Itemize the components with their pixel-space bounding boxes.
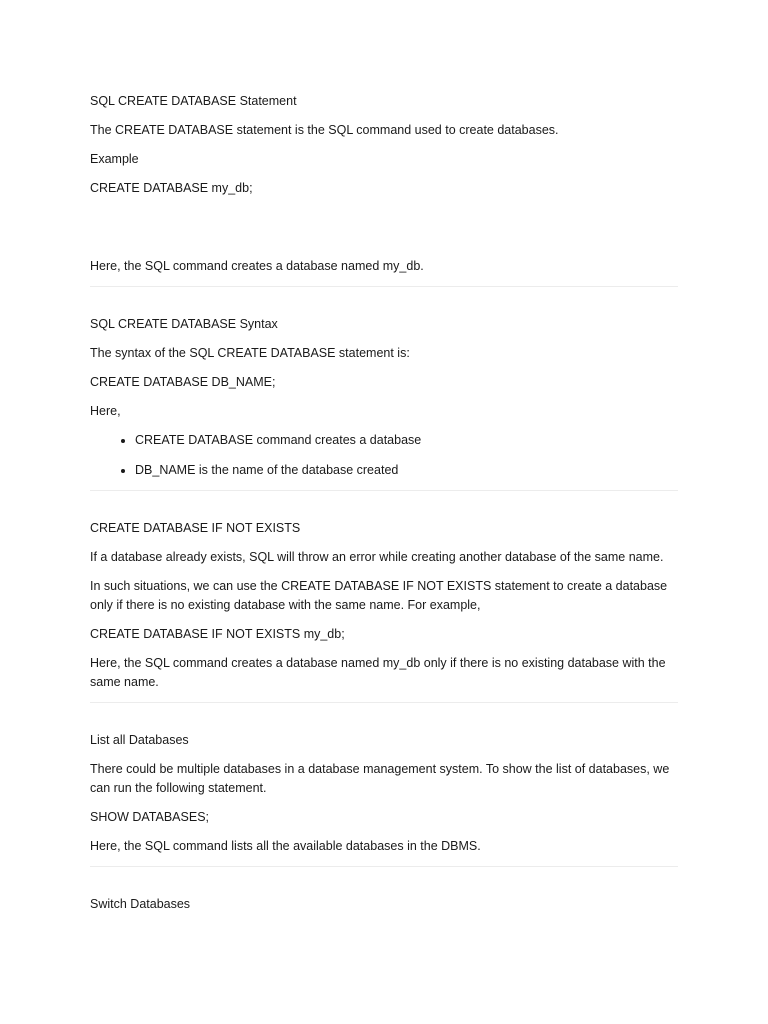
section-heading: List all Databases bbox=[90, 733, 189, 747]
paragraph: The CREATE DATABASE statement is the SQL command used to create databases. bbox=[90, 123, 559, 137]
section-create-database-statement bbox=[90, 92, 678, 287]
section-divider bbox=[90, 286, 678, 287]
section-if-not-exists bbox=[90, 519, 678, 703]
paragraph: The syntax of the SQL CREATE DATABASE statement is: bbox=[90, 346, 410, 360]
section-switch-databases bbox=[90, 895, 678, 914]
code-line: CREATE DATABASE my_db; bbox=[90, 181, 253, 195]
section-list-databases bbox=[90, 731, 678, 867]
paragraph: There could be multiple databases in a database management system. To show the list of databases, we can run the following statement. bbox=[90, 762, 670, 795]
code-line: SHOW DATABASES; bbox=[90, 810, 210, 824]
paragraph: Here, the SQL command creates a database named my_db. bbox=[90, 259, 424, 273]
paragraph: Here, the SQL command lists all the available databases in the DBMS. bbox=[90, 839, 481, 853]
section-heading: SQL CREATE DATABASE Statement bbox=[90, 94, 297, 108]
paragraph: If a database already exists, SQL will throw an error while creating another database of the same name. bbox=[90, 550, 664, 564]
bullet-list bbox=[90, 431, 678, 480]
section-create-database-syntax bbox=[90, 315, 678, 491]
section-divider bbox=[90, 490, 678, 491]
section-heading: Switch Databases bbox=[90, 897, 191, 911]
section-divider bbox=[90, 702, 678, 703]
list-item: • CREATE DATABASE command creates a database bbox=[135, 431, 678, 450]
here-label: Here, bbox=[90, 404, 121, 418]
section-heading: SQL CREATE DATABASE Syntax bbox=[90, 317, 278, 331]
example-label: Example bbox=[90, 152, 139, 166]
code-line: CREATE DATABASE IF NOT EXISTS my_db; bbox=[90, 627, 345, 641]
paragraph: Here, the SQL command creates a database named my_db only if there is no existing database with the same name. bbox=[90, 656, 666, 689]
paragraph: In such situations, we can use the CREATE DATABASE IF NOT EXISTS statement to create a database only if there is no existing database with the same name. For example, bbox=[90, 579, 668, 612]
code-line: CREATE DATABASE DB_NAME; bbox=[90, 375, 276, 389]
spacer bbox=[90, 208, 678, 257]
list-item: • DB_NAME is the name of the database created bbox=[135, 461, 678, 480]
section-heading: CREATE DATABASE IF NOT EXISTS bbox=[90, 521, 301, 535]
document-body bbox=[90, 92, 678, 924]
section-divider bbox=[90, 866, 678, 867]
